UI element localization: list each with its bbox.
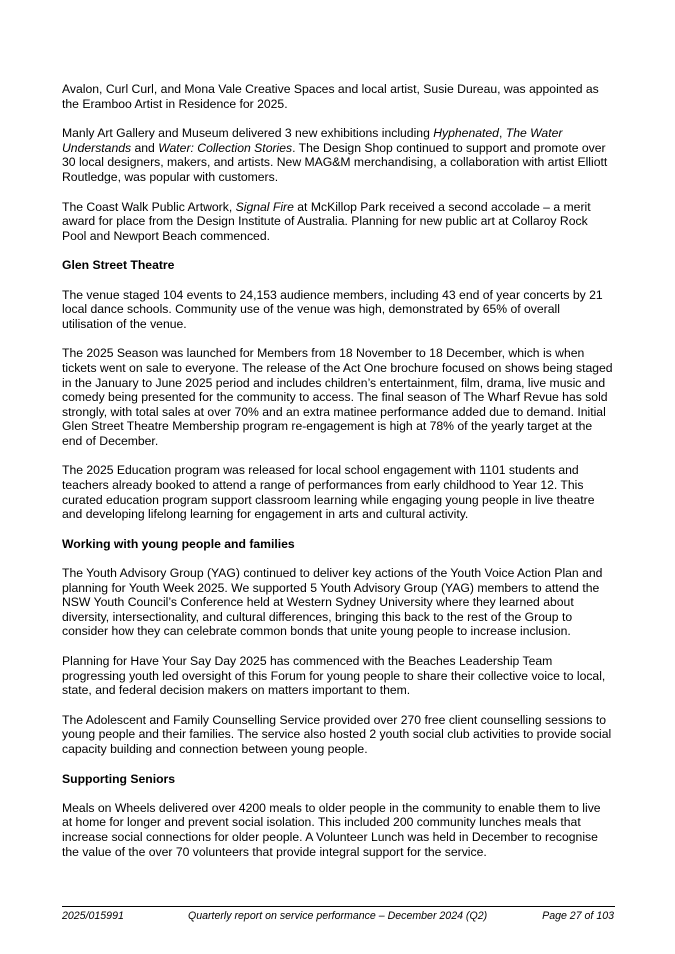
exhibition-title: Water: Collection Stories [158,140,293,155]
paragraph-manly-art-gallery [62,126,614,184]
paragraph-coast-walk [62,200,614,244]
footer-divider [62,906,615,907]
exhibition-title: The Water Understands [62,126,563,155]
exhibition-title: Hyphenated [433,126,499,141]
paragraph-text: . The Design Shop continued to support and promote over 30 local designers, makers, and artists. New MAG&M merchandising, a collaboration with artist Elliott Routledge, was popular with customers. [62,140,608,184]
paragraph-text: , [498,126,506,141]
heading-supporting-seniors: Supporting Seniors [62,771,176,786]
heading-young-people-families: Working with young people and families [62,536,295,551]
paragraph-text: Manly Art Gallery and Museum delivered 3 new exhibitions including [62,126,434,141]
footer-reference-number: 2025/015991 [62,910,124,922]
footer-report-title: Quarterly report on service performance – December 2024 (Q2) [188,910,488,922]
artwork-title: Signal Fire [235,199,294,214]
heading-glen-street-theatre: Glen Street Theatre [62,258,175,273]
paragraph-2025-season: The 2025 Season was launched for Members from 18 November to 18 December, which is when tickets went on sale to everyone. The release of the Act One brochure focused on shows being staged in the January to June 2025 period and includes children’s entertainment, film, drama, live music and comedy being presented for the community to access. The final season of The Wharf Revue has sold strongly, with total sales at over 70% and an extra matinee performance added due to demand. Initial Glen Street Theatre Membership program re-engagement is high at 78% of the yearly target at the end of December. [62,346,613,448]
paragraph-education-program: The 2025 Education program was released for local school engagement with 1101 students and teachers already booked to attend a range of performances from early childhood to Year 12. This curated education program support classroom learning while engaging young people in live theatre and developing lifelong learning for engagement in arts and cultural activity. [62,463,595,522]
paragraph-have-your-say-day: Planning for Have Your Say Day 2025 has commenced with the Beaches Leadership Team progressing youth led oversight of this Forum for young people to share their collective voice to local, state, and federal decision makers on matters important to them. [62,654,606,698]
page-content [62,82,614,874]
paragraph-text: Avalon, Curl Curl, and Mona Vale Creative Spaces and local artist, Susie Dureau, was appointed as the Eramboo Artist in Residence for 2025. [62,82,599,111]
paragraph-text: at McKillop Park received a second accolade – a merit award for place from the Design Institute of Australia. Planning for new public art at Collaroy Rock Pool and Newport Beach commenced. [62,199,591,243]
paragraph-youth-advisory-group: The Youth Advisory Group (YAG) continued to deliver key actions of the Youth Voice Action Plan and planning for Youth Week 2025. We supported 5 Youth Advisory Group (YAG) members to attend the NSW Youth Council’s Conference held at Western Sydney University where they learned about diversity, intersectionality, and cultural differences, bringing this back to the rest of the Group to consider how they can celebrate common bonds that unite young people to increase inclusion. [62,566,603,639]
paragraph-text: The Coast Walk Public Artwork, [62,199,236,214]
paragraph-venue-events: The venue staged 104 events to 24,153 audience members, including 43 end of year concerts by 21 local dance schools. Community use of the venue was high, demonstrated by 65% of overall utilisation of the venue. [62,287,603,331]
paragraph-meals-on-wheels: Meals on Wheels delivered over 4200 meals to older people in the community to enable them to live at home for longer and prevent social isolation. This included 200 community lunches meals that increase social connections for older people. A Volunteer Lunch was held in December to recognise the value of the over 70 volunteers that provide integral support for the service. [62,800,601,859]
paragraph-text: and [131,140,159,155]
paragraph-counselling-service: The Adolescent and Family Counselling Service provided over 270 free client counselling sessions to young people and their families. The service also hosted 2 youth social club activities to provide social capacity building and connection between young people. [62,712,612,756]
footer-page-number: Page 27 of 103 [542,910,614,922]
page-footer [62,909,614,923]
paragraph-creative-spaces [62,82,614,111]
